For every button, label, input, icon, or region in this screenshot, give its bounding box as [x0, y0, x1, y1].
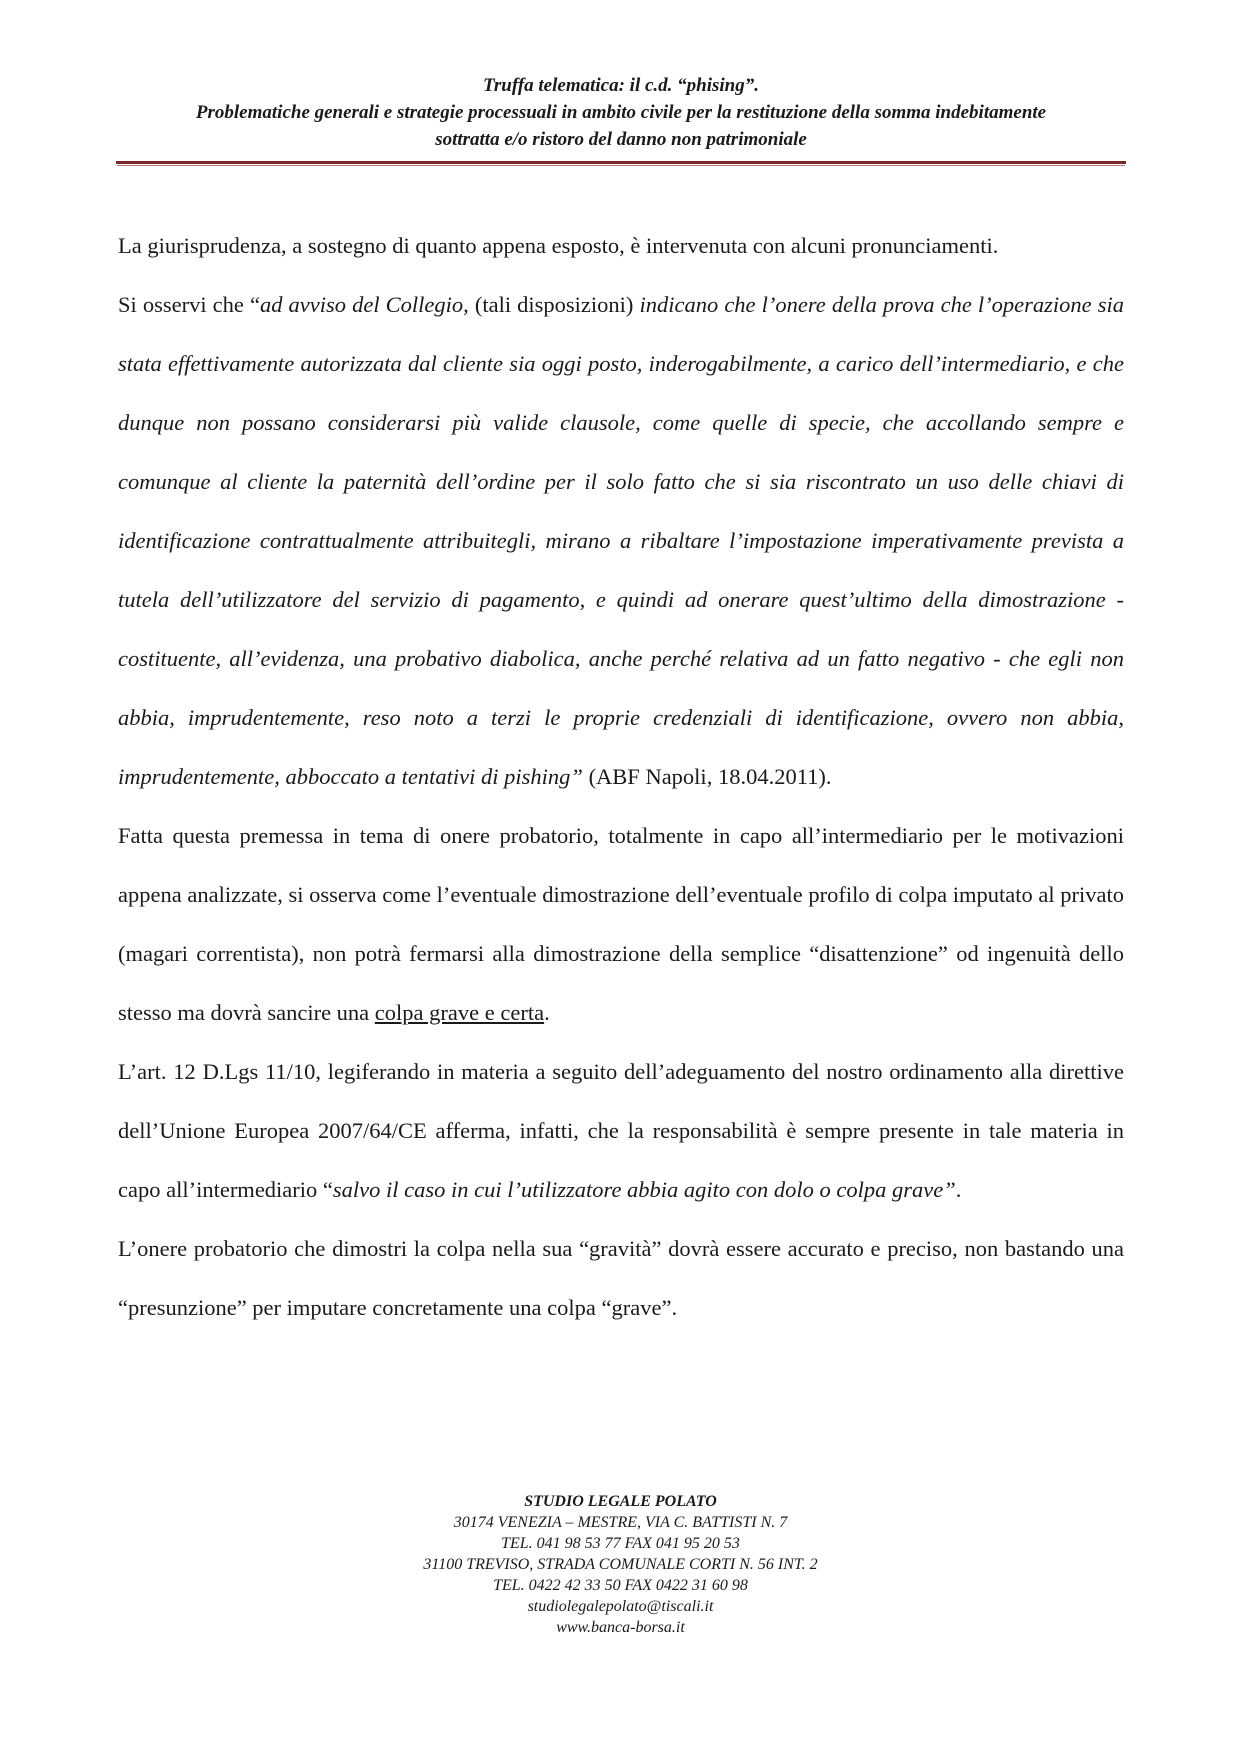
- p2-quote-start: ad avviso del Collegio,: [259, 292, 469, 317]
- footer-address-treviso: 31100 TREVISO, STRADA COMUNALE CORTI N. 56 INT. 2: [423, 1556, 818, 1573]
- p4-text: L’art. 12 D.Lgs 11/10, legiferando in materia a seguito dell’adeguamento del nostro ordinamento alla direttive dell’Unione Europea 2007/64/CE afferma, infatti, che la responsabilità è sempre presente in tale materia in capo all’intermediario “: [118, 1059, 1124, 1202]
- p2-quote: indicano che l’onere della prova che l’operazione sia stata effettivamente autorizzata dal cliente sia oggi posto, inderogabilmente, a carico dell’intermediario, e che dunque non possano considerarsi più valide clausole, come quelle di specie, che accollando sempre e comunque al cliente la paternità dell’ordine per il solo fatto che si sia riscontrato un uso delle chiavi di identificazione contrattualmente attribuitegli, mirano a ribaltare l’impostazione imperativamente prevista a tutela dell’utilizzatore del servizio di pagamento, e quindi ad onerare quest’ultimo della dimostrazione - costituente, all’evidenza, una probativo diabolica, anche perché relativa ad un fatto negativo - che egli non abbia, imprudentemente, reso noto a terzi le proprie credenziali di identificazione, ovvero non abbia, imprudentemente, abboccato a tentativi di pishing”: [118, 292, 1124, 789]
- header-divider: [116, 161, 1126, 164]
- p4-end: .: [955, 1177, 962, 1202]
- p4-quote: salvo il caso in cui l’utilizzatore abbia agito con dolo o colpa grave”: [332, 1177, 956, 1202]
- header-subtitle-line2: sottratta e/o ristoro del danno non patrimoniale: [435, 129, 807, 150]
- paragraph-4: [118, 1042, 1124, 1219]
- p3-end: .: [544, 1000, 550, 1025]
- p2-parenthetical: (tali disposizioni): [468, 292, 640, 317]
- document-body: [118, 216, 1124, 1337]
- page-footer: [0, 1491, 1241, 1638]
- header-subtitle-line1: Problematiche generali e strategie processuali in ambito civile per la restituzione della somma indebitamente: [195, 102, 1047, 123]
- footer-phone-venezia: TEL. 041 98 53 77 FAX 041 95 20 53: [501, 1535, 740, 1552]
- header-title: Truffa telematica: il c.d. “phising”.: [482, 75, 760, 96]
- paragraph-2: [118, 275, 1124, 806]
- footer-website: www.banca-borsa.it: [556, 1619, 685, 1636]
- paragraph-3: [118, 806, 1124, 1042]
- paragraph-1: La giurisprudenza, a sostegno di quanto appena esposto, è intervenuta con alcuni pronunciamenti.: [118, 233, 999, 258]
- p2-intro: Si osservi che “: [118, 292, 260, 317]
- page-header: [116, 72, 1126, 153]
- p3-text: Fatta questa premessa in tema di onere probatorio, totalmente in capo all’intermediario per le motivazioni appena analizzate, si osserva come l’eventuale dimostrazione dell’eventuale profilo di colpa imputato al privato (magari correntista), non potrà fermarsi alla dimostrazione della semplice “disattenzione” od ingenuità dello stesso ma dovrà sancire una: [118, 823, 1124, 1025]
- footer-firm-name: STUDIO LEGALE POLATO: [524, 1493, 717, 1510]
- footer-email: studiolegalepolato@tiscali.it: [527, 1598, 714, 1615]
- footer-address-venezia: 30174 VENEZIA – MESTRE, VIA C. BATTISTI N. 7: [453, 1514, 788, 1531]
- footer-phone-treviso: TEL. 0422 42 33 50 FAX 0422 31 60 98: [493, 1577, 748, 1594]
- p3-emphasis: colpa grave e certa: [374, 1000, 545, 1025]
- p2-citation: (ABF Napoli, 18.04.2011).: [582, 764, 832, 789]
- paragraph-5: L’onere probatorio che dimostri la colpa nella sua “gravità” dovrà essere accurato e preciso, non bastando una “presunzione” per imputare concretamente una colpa “grave”.: [118, 1236, 1124, 1320]
